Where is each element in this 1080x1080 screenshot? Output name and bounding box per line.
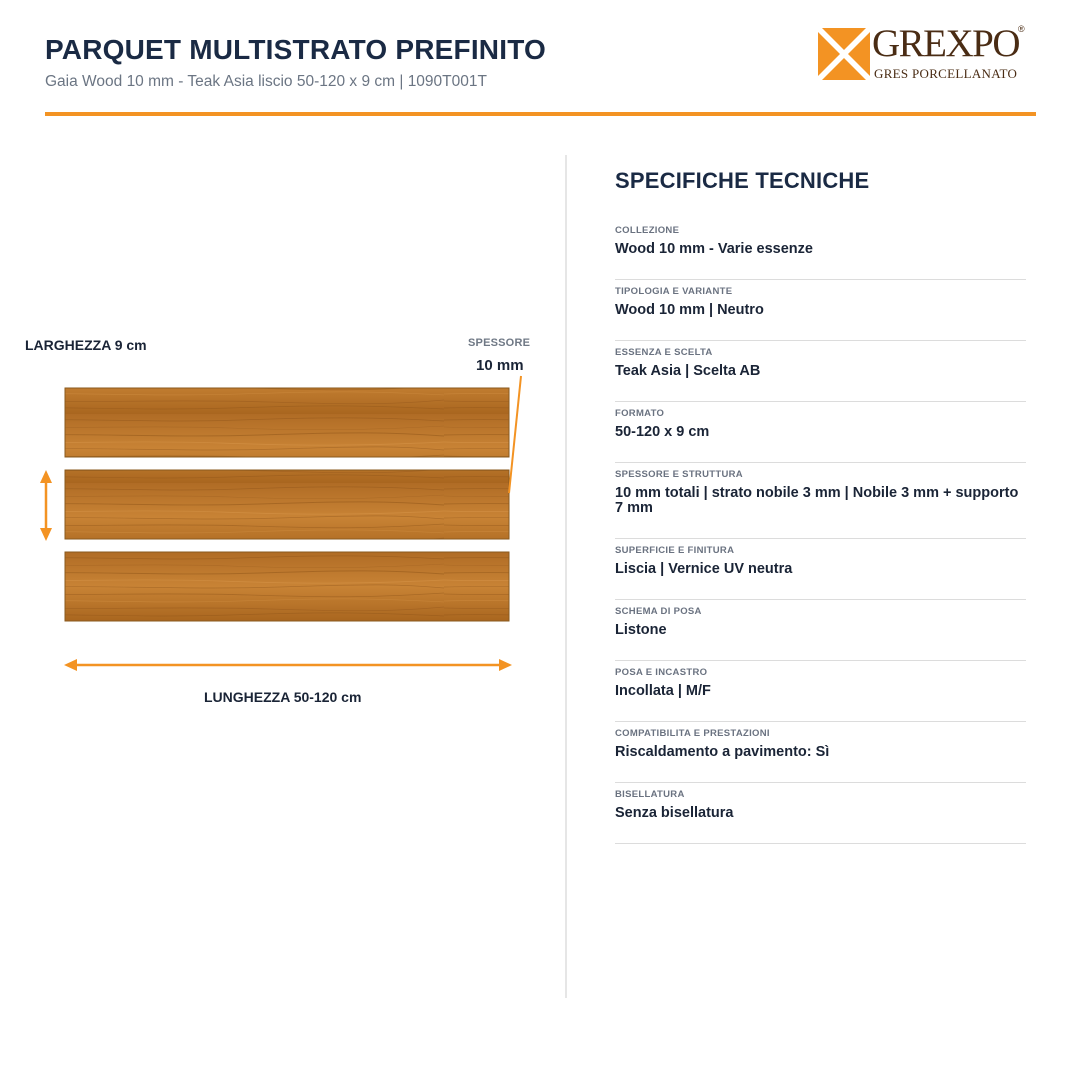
spec-value: Liscia | Vernice UV neutra [615, 561, 793, 577]
spec-label: TIPOLOGIA E VARIANTE [615, 286, 733, 297]
spec-row-tipologia [615, 280, 1026, 341]
brand-logo [818, 24, 1030, 84]
spec-value: Incollata | M/F [615, 683, 711, 699]
thickness-leader-line [509, 376, 521, 493]
spec-label: POSA E INCASTRO [615, 667, 708, 678]
plank-3 [65, 552, 509, 621]
plank-1 [65, 388, 509, 457]
spec-label: SCHEMA DI POSA [615, 606, 702, 617]
spec-row-formato [615, 402, 1026, 463]
spec-value: 10 mm totali | strato nobile 3 mm | Nobile 3 mm + supporto 7 mm [615, 485, 1019, 516]
width-arrow-icon [40, 470, 52, 541]
spec-value: Riscaldamento a pavimento: Sì [615, 744, 830, 760]
spec-value: Teak Asia | Scelta AB [615, 363, 761, 379]
spec-row-posa-incastro [615, 661, 1026, 722]
page-subtitle: Gaia Wood 10 mm - Teak Asia liscio 50-120 x 9 cm | 1090T001T [45, 73, 487, 90]
spec-value: Listone [615, 622, 667, 638]
spec-row-superficie [615, 539, 1026, 600]
page-title: PARQUET MULTISTRATO PREFINITO [45, 34, 546, 65]
spec-label: ESSENZA E SCELTA [615, 347, 713, 358]
spec-label: FORMATO [615, 408, 665, 419]
spec-value: Wood 10 mm - Varie essenze [615, 241, 813, 257]
spec-row-bisellatura [615, 783, 1026, 844]
logo-wordmark: GREXPO [872, 22, 1020, 65]
thickness-value: 10 mm [476, 357, 524, 374]
spec-label: SPESSORE E STRUTTURA [615, 469, 743, 480]
spec-row-essenza [615, 341, 1026, 402]
spec-row-schema-posa [615, 600, 1026, 661]
logo-tagline: GRES PORCELLANATO [874, 66, 1018, 81]
spec-label: BISELLATURA [615, 789, 685, 800]
spec-row-collezione [615, 219, 1026, 280]
length-arrow-icon [64, 659, 512, 671]
spec-row-spessore [615, 463, 1026, 539]
registered-mark-icon: ® [1018, 24, 1025, 34]
plank-2 [65, 470, 509, 539]
spec-value: Senza bisellatura [615, 805, 734, 821]
spec-label: COLLEZIONE [615, 225, 680, 236]
spec-label: SUPERFICIE E FINITURA [615, 545, 735, 556]
spec-value: Wood 10 mm | Neutro [615, 302, 764, 318]
spec-value: 50-120 x 9 cm [615, 424, 710, 440]
technical-specs-panel [615, 168, 1026, 844]
length-label: LUNGHEZZA 50-120 cm [204, 689, 362, 705]
spec-row-compatibilita [615, 722, 1026, 783]
width-label: LARGHEZZA 9 cm [25, 337, 147, 353]
specs-title: SPECIFICHE TECNICHE [615, 168, 870, 193]
thickness-caption: SPESSORE [468, 337, 531, 349]
grexpo-x-logo-icon [818, 28, 870, 80]
spec-label: COMPATIBILITA E PRESTAZIONI [615, 728, 770, 739]
